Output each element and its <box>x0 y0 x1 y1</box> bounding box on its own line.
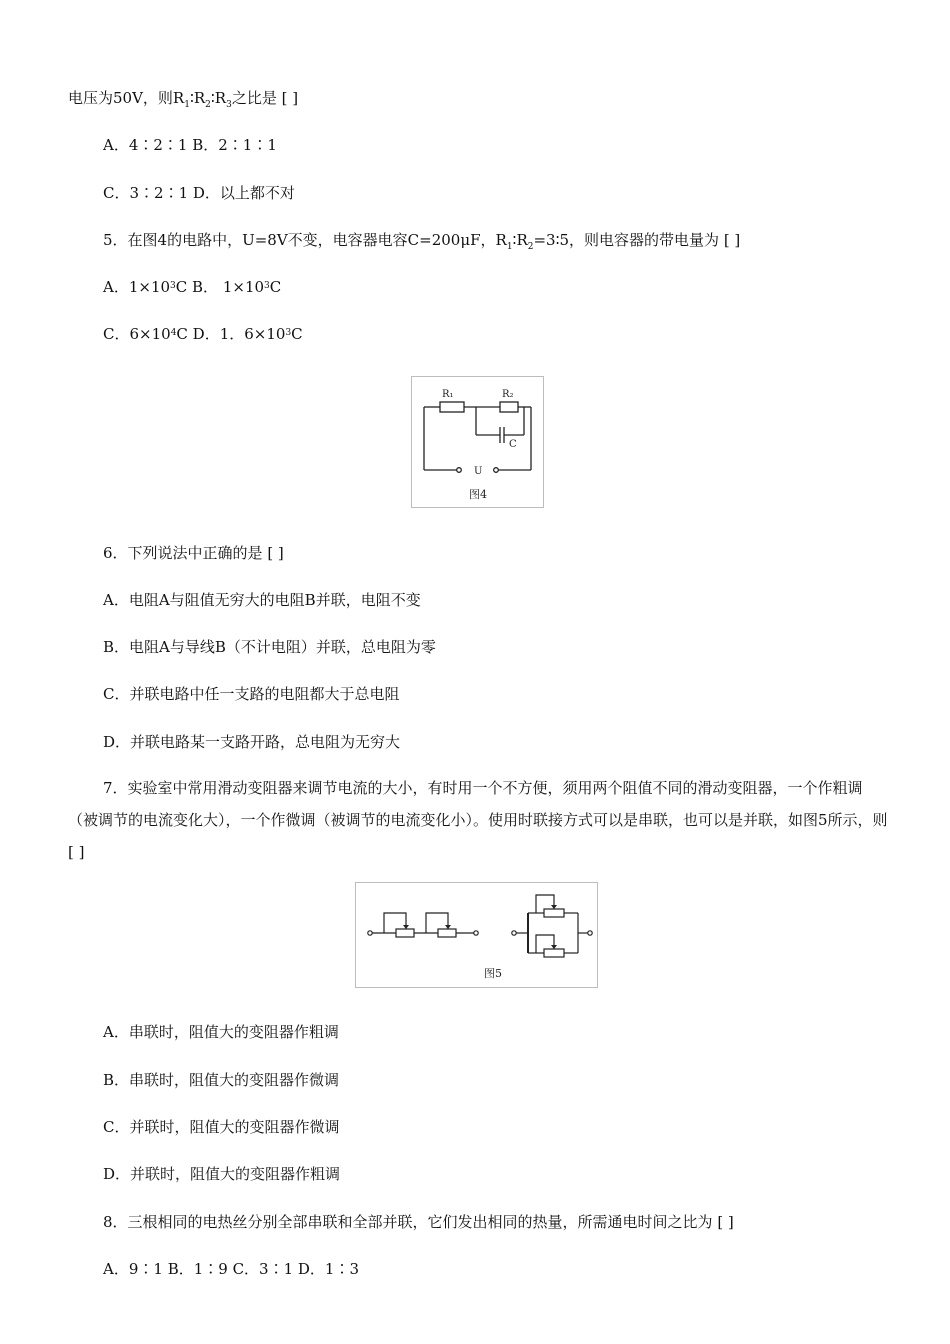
figure-4-circuit <box>411 376 544 508</box>
figure-4-diagram <box>412 377 543 507</box>
figure-5-diagram <box>356 883 597 987</box>
series-slider-1 <box>384 913 406 933</box>
q4-options-cd: C．3∶2∶1 D．以上都不对 <box>103 184 295 202</box>
q5-stem: 5．在图4的电路中，U=8V不变，电容器电容C=200μF，$R_1∶R_2=3∶5$，则电容器的带电量为 [ ] <box>103 231 741 252</box>
label-r1: R₁ <box>442 389 454 400</box>
figure-4-caption: 图4 <box>469 488 487 501</box>
q8-stem: 8．三根相同的电热丝分别全部串联和全部并联，它们发出相同的热量，所需通电时间之比为 [ ] <box>103 1213 734 1231</box>
figure-5-circuit <box>355 882 598 988</box>
label-u: U <box>474 466 483 477</box>
q4-options-ab: A．4∶2∶1 B．2∶1∶1 <box>103 136 277 154</box>
q7-stem: 7．实验室中常用滑动变阻器来调节电流的大小，有时用一个不方便，须用两个阻值不同的滑动变阻器，一个作粗调（被调节的电流变化大），一个作微调（被调节的电流变化小）。使用时联接方式可以是串联，也可以是并联，如图5所示，则 [ ] <box>68 779 888 861</box>
q7-option-d: D．并联时，阻值大的变阻器作粗调 <box>103 1165 341 1183</box>
parallel-terminal-left <box>512 931 516 935</box>
parallel-rheostat-lower <box>544 949 564 957</box>
series-terminal-right <box>474 931 478 935</box>
q6-option-c: C．并联电路中任一支路的电阻都大于总电阻 <box>103 685 400 703</box>
parallel-rheostat-upper <box>544 909 564 917</box>
q4-stem-tail: 电压为50V，则$R_1∶R_2∶R_3$之比是 [ ] <box>68 89 299 110</box>
parallel-slider-lower <box>536 935 554 953</box>
q6-stem: 6．下列说法中正确的是 [ ] <box>103 544 284 562</box>
resistor-r1 <box>440 402 464 412</box>
series-rheostat-1 <box>396 929 414 937</box>
q6-option-a: A．电阻A与阻值无穷大的电阻B并联，电阻不变 <box>103 591 421 609</box>
q5-options-cd: C．$6\times 10^4C$ D．1．$6\times 10^3C$ <box>103 325 303 343</box>
series-slider-2 <box>426 913 448 933</box>
q7-option-c: C．并联时，阻值大的变阻器作微调 <box>103 1118 340 1136</box>
q5-options-ab: A．$1\times 10^3C$ B． $1\times 10^3C$ <box>103 278 282 296</box>
q6-option-d: D．并联电路某一支路开路，总电阻为无穷大 <box>103 733 401 751</box>
label-r2: R₂ <box>502 389 514 400</box>
terminal-left <box>457 468 462 473</box>
parallel-slider-upper <box>536 895 554 913</box>
resistor-r2 <box>500 402 518 412</box>
q6-option-b: B．电阻A与导线B（不计电阻）并联，总电阻为零 <box>103 638 436 656</box>
q7-option-a: A．串联时，阻值大的变阻器作粗调 <box>103 1023 339 1041</box>
q8-options: A．9∶1 B．1∶9 C．3∶1 D．1∶3 <box>103 1260 360 1278</box>
parallel-terminal-right <box>588 931 592 935</box>
label-c: C <box>509 439 517 450</box>
q7-option-b: B．串联时，阻值大的变阻器作微调 <box>103 1071 340 1089</box>
figure-5-caption: 图5 <box>484 967 502 980</box>
terminal-right <box>494 468 499 473</box>
series-terminal-left <box>368 931 372 935</box>
series-rheostat-2 <box>438 929 456 937</box>
